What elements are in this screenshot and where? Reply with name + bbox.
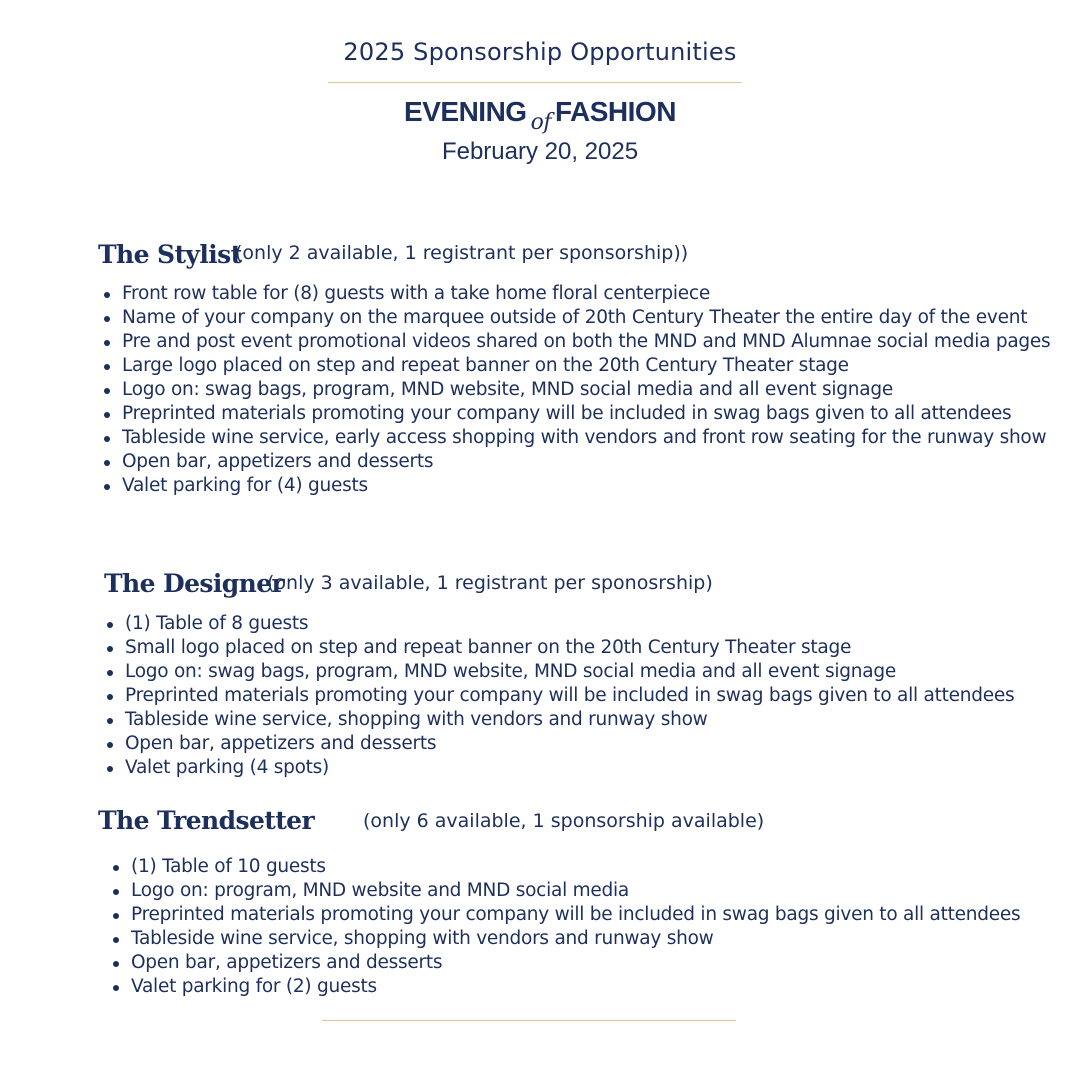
- event-name-part2: FASHION: [554, 96, 676, 127]
- event-date: February 20, 2025: [441, 138, 639, 165]
- list-item: Tableside wine service, shopping with vendors and runway show: [103, 708, 1014, 732]
- list-item: Open bar, appetizers and desserts: [100, 450, 1050, 474]
- tier-trendsetter: [98, 806, 314, 835]
- event-name: [0, 96, 1080, 135]
- list-item: Preprinted materials promoting your company will be included in swag bags given to all attendees: [103, 684, 1014, 708]
- list-item: Tableside wine service, shopping with vendors and runway show: [109, 927, 1020, 951]
- tier-stylist: [98, 240, 242, 269]
- list-item: Name of your company on the marquee outside of 20th Century Theater the entire day of the event: [100, 306, 1050, 330]
- list-item: Tableside wine service, early access shopping with vendors and front row seating for the runway show: [100, 426, 1050, 450]
- list-item: (1) Table of 10 guests: [109, 855, 1020, 879]
- tier-designer: [104, 569, 284, 598]
- tier-note: (only 6 available, 1 sponsorship available): [363, 810, 765, 832]
- tier-name: The Trendsetter: [98, 806, 315, 835]
- event-name-part1: EVENING: [404, 96, 527, 127]
- list-item: Front row table for (8) guests with a take home floral centerpiece: [100, 282, 1050, 306]
- tier-note: (only 3 available, 1 registrant per sponosrship): [267, 572, 713, 594]
- page-title: 2025 Sponsorship Opportunities: [343, 38, 737, 66]
- tier-name: The Stylist: [98, 240, 242, 269]
- tier-trendsetter-list: [109, 855, 1020, 999]
- list-item: Valet parking for (2) guests: [109, 975, 1020, 999]
- list-item: Small logo placed on step and repeat banner on the 20th Century Theater stage: [103, 636, 1014, 660]
- list-item: Logo on: swag bags, program, MND website, MND social media and all event signage: [100, 378, 1050, 402]
- list-item: Large logo placed on step and repeat banner on the 20th Century Theater stage: [100, 354, 1050, 378]
- tier-stylist-list: [100, 282, 1050, 498]
- tier-name: The Designer: [104, 569, 285, 598]
- list-item: Pre and post event promotional videos shared on both the MND and MND Alumnae social media pages: [100, 330, 1050, 354]
- list-item: Logo on: swag bags, program, MND website, MND social media and all event signage: [103, 660, 1014, 684]
- list-item: (1) Table of 8 guests: [103, 612, 1014, 636]
- list-item: Preprinted materials promoting your company will be included in swag bags given to all attendees: [109, 903, 1020, 927]
- tier-designer-list: [103, 612, 1014, 780]
- list-item: Valet parking (4 spots): [103, 756, 1014, 780]
- tier-note: (only 2 available, 1 registrant per sponsorship)): [235, 242, 689, 264]
- list-item: Open bar, appetizers and desserts: [103, 732, 1014, 756]
- list-item: Open bar, appetizers and desserts: [109, 951, 1020, 975]
- bottom-divider: [322, 1020, 736, 1021]
- event-name-connector: of: [530, 110, 551, 135]
- list-item: Valet parking for (4) guests: [100, 474, 1050, 498]
- list-item: Preprinted materials promoting your company will be included in swag bags given to all attendees: [100, 402, 1050, 426]
- list-item: Logo on: program, MND website and MND social media: [109, 879, 1020, 903]
- top-divider: [328, 82, 742, 83]
